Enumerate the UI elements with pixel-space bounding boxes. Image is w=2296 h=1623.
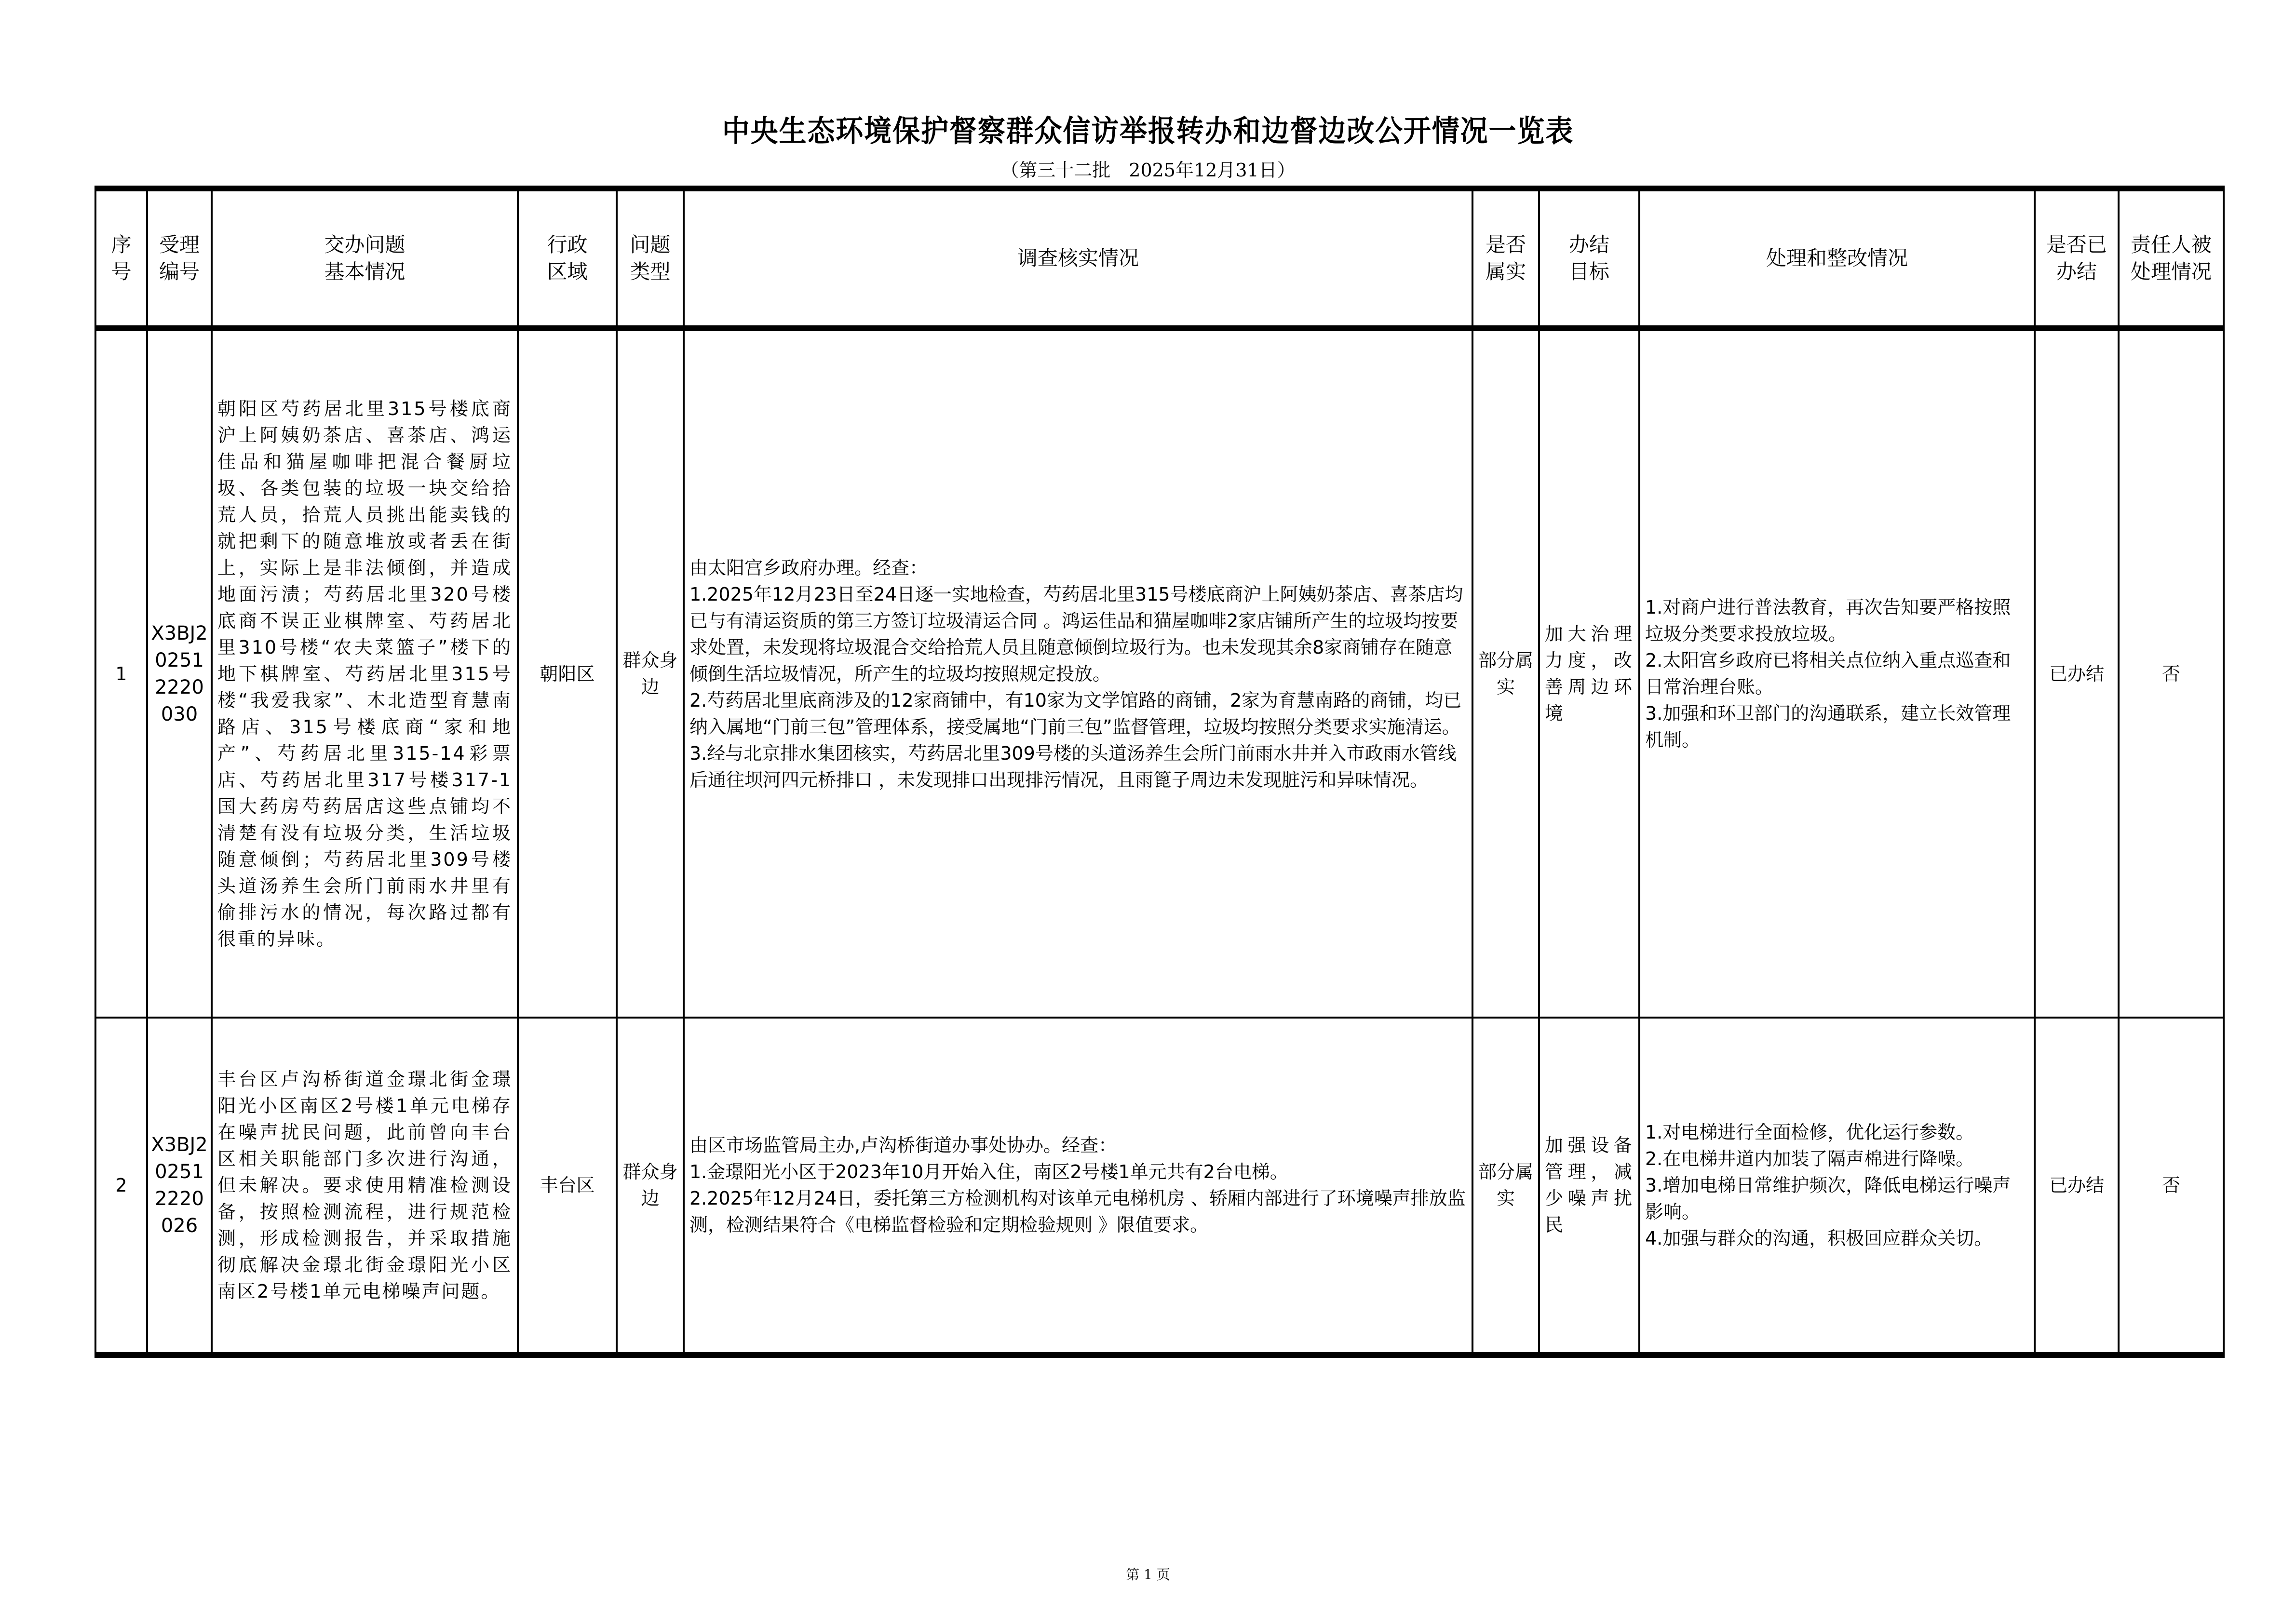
- table-row: [95, 1018, 2224, 1355]
- header-verified: 是否 属实: [1472, 188, 1539, 328]
- cell-seq: 2: [95, 1018, 147, 1355]
- header-closed: 是否已 办结: [2035, 188, 2119, 328]
- header-handling: 处理和整改情况: [1639, 188, 2035, 328]
- header-type: 问题 类型: [617, 188, 684, 328]
- cell-type: 群众身边: [617, 1018, 684, 1355]
- document-title: 中央生态环境保护督察群众信访举报转办和边督边改公开情况一览表: [722, 113, 1574, 148]
- page-number: 第 1 页: [1126, 1567, 1170, 1583]
- cell-case-id: X3BJ202512220030: [147, 328, 212, 1018]
- header-seq: 序 号: [95, 188, 147, 328]
- header-investigation: 调查核实情况: [684, 188, 1472, 328]
- cell-district: 朝阳区: [518, 328, 617, 1018]
- header-row: [95, 188, 2224, 328]
- cell-closed: 已办结: [2035, 1018, 2119, 1355]
- document-subtitle: （第三十二批 2025年12月31日）: [1000, 160, 1296, 181]
- header-district: 行政 区域: [518, 188, 617, 328]
- cell-goal: 加大治理力度，改善周边环境: [1539, 328, 1639, 1018]
- cell-case-id: X3BJ202512220026: [147, 1018, 212, 1355]
- table-row: [95, 328, 2224, 1018]
- cell-accountability: 否: [2119, 328, 2224, 1018]
- header-goal: 办结 目标: [1539, 188, 1639, 328]
- cell-type: 群众身边: [617, 328, 684, 1018]
- cell-verified: 部分属实: [1472, 328, 1539, 1018]
- cell-closed: 已办结: [2035, 328, 2119, 1018]
- cell-issue: 丰台区卢沟桥街道金璟北街金璟阳光小区南区2号楼1单元电梯存在噪声扰民问题，此前曾向丰台区相关职能部门多次进行沟通，但未解决。要求使用精准检测设备，按照检测流程，进行规范检测，形成检测报告，并采取措施彻底解决金璟北街金璟阳光小区南区2号楼1单元电梯噪声问题。: [212, 1018, 518, 1355]
- cell-district: 丰台区: [518, 1018, 617, 1355]
- cell-issue: 朝阳区芍药居北里315号楼底商沪上阿姨奶茶店、喜茶店、鸿运佳品和猫屋咖啡把混合餐厨垃圾、各类包装的垃圾一块交给拾荒人员，拾荒人员挑出能卖钱的就把剩下的随意堆放或者丢在街上，实际上是非法倾倒，并造成地面污渍；芍药居北里320号楼底商不误正业棋牌室、芍药居北里310号楼“农夫菜篮子”楼下的地下棋牌室、芍药居北里315号楼“我爱我家”、木北造型育慧南路店、315号楼底商“家和地产”、芍药居北里315-14彩票店、芍药居北里317号楼317-1国大药房芍药居店这些点铺均不清楚有没有垃圾分类，生活垃圾随意倾倒；芍药居北里309号楼头道汤养生会所门前雨水井里有偷排污水的情况，每次路过都有很重的异味。: [212, 328, 518, 1018]
- header-case-id: 受理 编号: [147, 188, 212, 328]
- cell-investigation: 由太阳宫乡政府办理。经查： 1.2025年12月23日至24日逐一实地检查，芍药居北里315号楼底商沪上阿姨奶茶店、喜茶店均已与有清运资质的第三方签订垃圾清运合同 。鸿运佳品和猫屋咖啡2家店铺所产生的垃圾均按要求处置，未发现将垃圾混合交给拾荒人员且随意倾倒垃圾行为。也未发现其余8家商铺存在随意倾倒生活垃圾情况，所产生的垃圾均按照规定投放。 2.芍药居北里底商涉及的12家商铺中，有10家为文学馆路的商铺，2家为育慧南路的商铺，均已纳入属地“门前三包”管理体系，接受属地“门前三包”监督管理，垃圾均按照分类要求实施清运。 3.经与北京排水集团核实，芍药居北里309号楼的头道汤养生会所门前雨水井并入市政雨水管线后通往坝河四元桥排口 ，未发现排口出现排污情况，且雨篦子周边未发现脏污和异味情况。: [684, 328, 1472, 1018]
- header-issue: 交办问题 基本情况: [212, 188, 518, 328]
- cell-handling: 1.对商户进行普法教育，再次告知要严格按照垃圾分类要求投放垃圾。 2.太阳宫乡政府已将相关点位纳入重点巡查和日常治理台账。 3.加强和环卫部门的沟通联系，建立长效管理机制。: [1639, 328, 2035, 1018]
- header-accountability: 责任人被 处理情况: [2119, 188, 2224, 328]
- cell-seq: 1: [95, 328, 147, 1018]
- cell-goal: 加强设备管理，减少噪声扰民: [1539, 1018, 1639, 1355]
- cell-investigation: 由区市场监管局主办,卢沟桥街道办事处协办。经查： 1.金璟阳光小区于2023年10月开始入住，南区2号楼1单元共有2台电梯。 2.2025年12月24日，委托第三方检测机构对该单元电梯机房 、轿厢内部进行了环境噪声排放监测，检测结果符合《电梯监督检验和定期检验规则 》限值要求。: [684, 1018, 1472, 1355]
- cell-verified: 部分属实: [1472, 1018, 1539, 1355]
- report-table: [95, 186, 2225, 1358]
- cell-accountability: 否: [2119, 1018, 2224, 1355]
- cell-handling: 1.对电梯进行全面检修，优化运行参数。 2.在电梯井道内加装了隔声棉进行降噪。 3.增加电梯日常维护频次，降低电梯运行噪声影响。 4.加强与群众的沟通，积极回应群众关切。: [1639, 1018, 2035, 1355]
